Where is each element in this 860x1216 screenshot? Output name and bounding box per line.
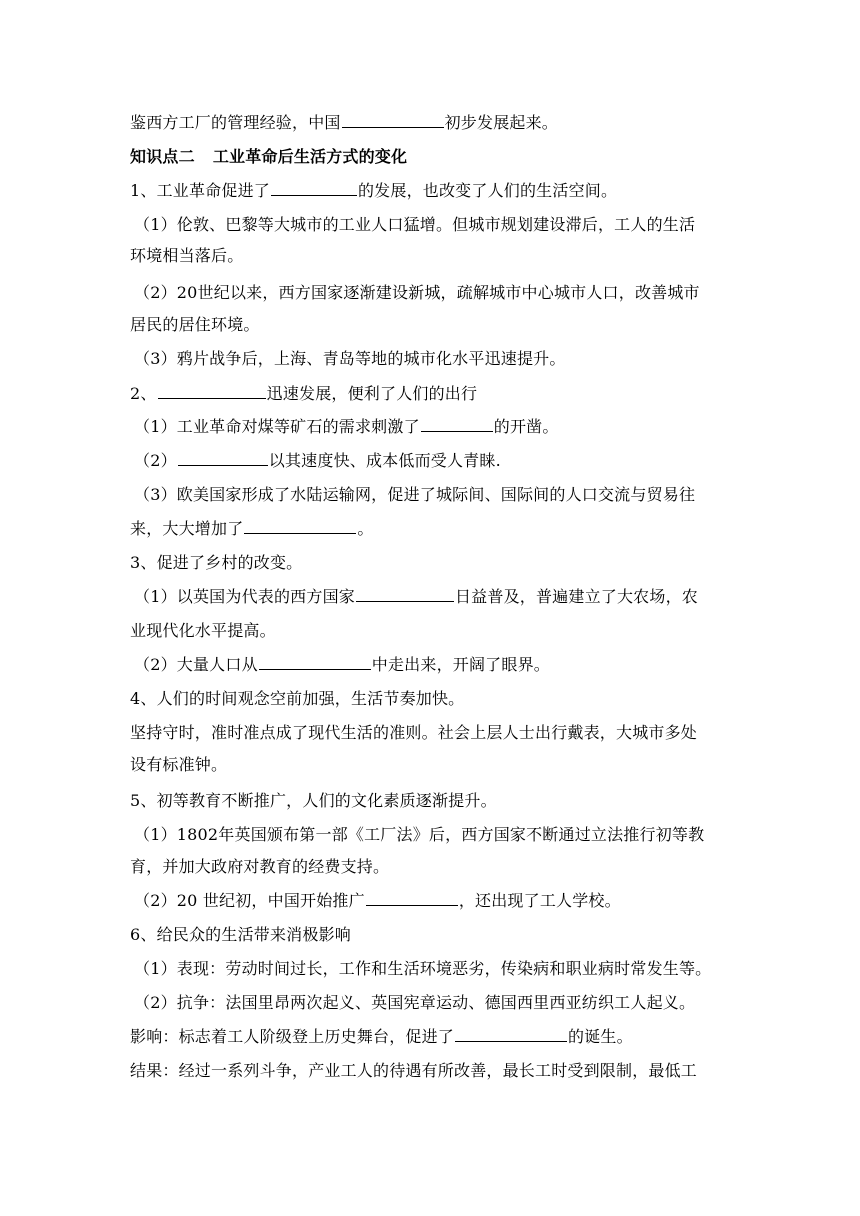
text-line: 育，并加大政府对教育的经费支持。 [130,857,390,876]
text-segment: （2）20 世纪初，中国开始推广 [134,891,365,910]
section-heading [130,146,740,168]
text-segment: 的诞生。 [568,1027,633,1046]
text-line: 坚持守时，准时准点成了现代生活的准则。社会上层人士出行戴表，大城市多处 [130,723,698,742]
text-line: 环境相当落后。 [130,246,244,265]
fill-in-blank[interactable] [259,655,371,670]
text-line: （3）鸦片战争后，上海、青岛等地的城市化水平迅速提升。 [134,349,566,368]
text-segment: （2） [134,451,177,470]
text-segment: 初步发展起来。 [444,113,559,132]
text-segment: 来，大大增加了 [130,519,244,538]
fill-in-blank[interactable] [356,587,454,602]
text-segment: 2、 [130,384,157,403]
text-segment: 以其速度快、成本低而受人青睐. [268,451,501,470]
fill-in-blank[interactable] [244,519,356,534]
text-segment: 的发展，也改变了人们的生活空间。 [357,181,618,200]
text-segment: 的开凿。 [493,417,559,436]
fill-in-blank[interactable] [342,113,444,128]
text-segment: 1、工业革命促进了 [130,181,270,200]
text-line [134,450,744,472]
text-line: 居民的居住环境。 [130,315,260,334]
text-line [134,890,744,912]
text-segment: 中走出来，开阔了眼界。 [371,655,550,674]
text-segment: 鉴西方工厂的管理经验，中国 [130,113,341,132]
text-line [130,383,740,405]
text-line: 5、初等教育不断推广，人们的文化素质逐渐提升。 [130,791,497,810]
text-segment: （1）以英国为代表的西方国家 [134,587,355,606]
text-segment: 日益普及，普遍建立了大农场，农 [454,587,698,606]
text-line [130,518,740,540]
text-line [134,586,744,608]
text-line: 业现代化水平提高。 [130,621,276,640]
text-line [130,112,740,134]
text-line: （1）伦敦、巴黎等大城市的工业人口猛增。但城市规划建设滞后，工人的生活 [134,215,696,234]
text-line [130,1026,740,1048]
text-line: （1）1802年英国颁布第一部《工厂法》后，西方国家不断通过立法推行初等教 [134,825,705,844]
text-line [130,180,740,202]
text-segment: 影响：标志着工人阶级登上历史舞台，促进了 [130,1027,455,1046]
fill-in-blank[interactable] [366,891,458,906]
text-line: 结果：经过一系列斗争，产业工人的待遇有所改善，最长工时受到限制，最低工 [130,1061,698,1080]
text-segment: 。 [357,519,374,538]
text-line: （2）20世纪以来，西方国家逐渐建设新城，疏解城市中心城市人口，改善城市 [134,283,700,302]
text-segment: 迅速发展，便利了人们的出行 [266,384,478,403]
text-line: （1）表现：劳动时间过长，工作和生活环境恶劣，传染病和职业病时常发生等。 [134,959,712,978]
text-segment: （1）工业革命对煤等矿石的需求刺激了 [134,417,420,436]
fill-in-blank[interactable] [271,181,357,196]
text-segment: ，还出现了工人学校。 [458,891,621,910]
fill-in-blank[interactable] [421,417,493,432]
text-line [134,416,744,438]
text-line: （3）欧美国家形成了水陆运输网，促进了城际间、国际间的人口交流与贸易往 [134,485,696,504]
heading-label: 知识点二 [130,147,195,166]
heading-title: 工业革命后生活方式的变化 [212,147,408,166]
text-line: 6、给民众的生活带来消极影响 [130,925,351,944]
fill-in-blank[interactable] [178,451,268,466]
text-line: 设有标准钟。 [130,755,228,774]
text-line [134,654,744,676]
fill-in-blank[interactable] [455,1027,567,1042]
text-segment: （2）大量人口从 [134,655,258,674]
fill-in-blank[interactable] [158,384,266,399]
text-line: 3、促进了乡村的改变。 [130,553,303,572]
text-line: （2）抗争：法国里昂两次起义、英国宪章运动、德国西里西亚纺织工人起义。 [134,993,696,1012]
text-line: 4、人们的时间观念空前加强，生活节奏加快。 [130,689,465,708]
